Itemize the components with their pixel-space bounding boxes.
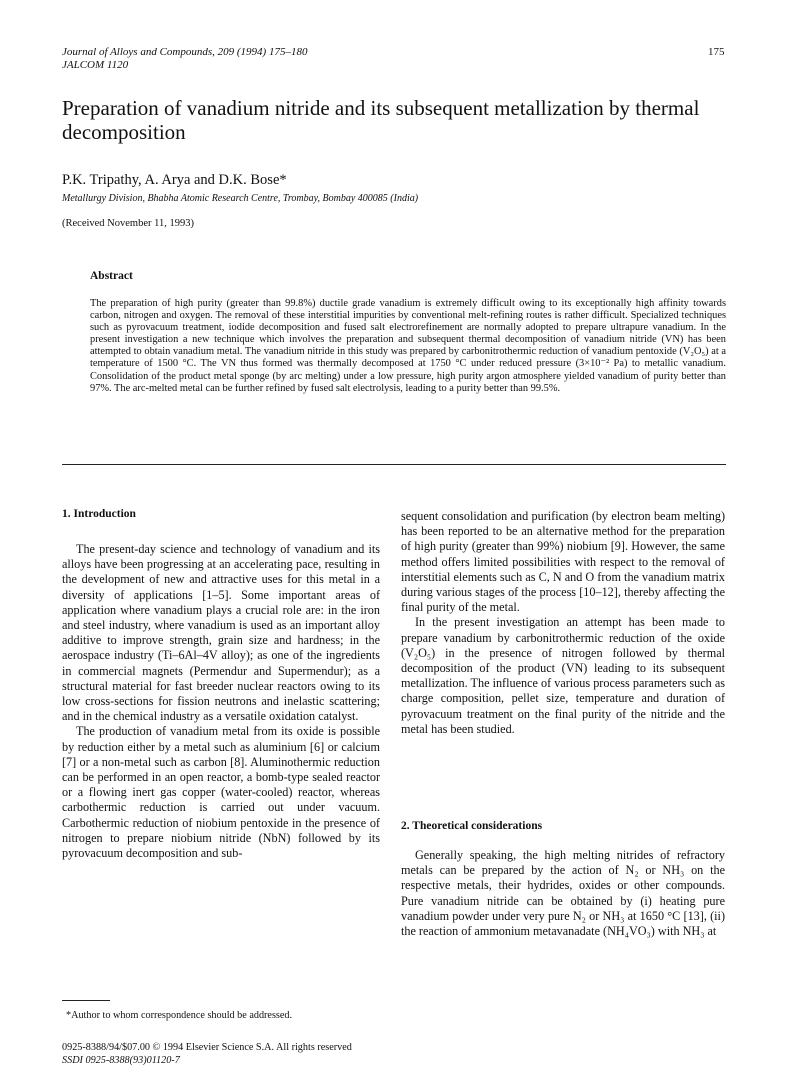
abstract-body: The preparation of high purity (greater than 99.8%) ductile grade vanadium is extremely difficult owing to its exceptionally high affinity towards carbon, nitrogen and oxygen. The removal of these interstitial impurities by conventional melt-refining routes is rather difficult. Specialized techniques such as pyrovacuum treatment, iodide decomposition and fused salt electrorefinement are normally adopted to prepare ultrapure vanadium. In the present investigation a new technique which involves the preparation and subsequent thermal decomposition of vanadium nitride (VN) has been attempted to obtain vanadium metal. The vanadium nitride in this study was prepared by carbonitrothermic reduction of vanadium pentoxide (V₂O₅) at a temperature of 1500 °C. The VN thus formed was thermally decomposed at 1750 °C under reduced pressure (3×10⁻² Pa) to metallic vanadium. Consolidation of the product metal sponge (by arc melting) under a low pressure, high purity argon atmosphere yielded vanadium of purity better than 97%. The arc-melted metal can be further refined by fused salt electrolysis, leading to a purity better than 99.5%. (90, 298, 726, 394)
section-heading-theory: 2. Theoretical considerations (401, 820, 543, 832)
journal-line-2: JALCOM 1120 (62, 59, 129, 71)
footnote: *Author to whom correspondence should be addressed. (66, 1010, 293, 1021)
affiliation: Metallurgy Division, Bhabha Atomic Research Centre, Trombay, Bombay 400085 (India) (62, 193, 419, 204)
page-number: 175 (708, 46, 725, 58)
intro-paragraph-4: In the present investigation an attempt has been made to prepare vanadium by carbonitrothermic reduction of the oxide (V₂O₅) in the presence of nitrogen followed by thermal decomposition of the product (VN) leading to its subsequent metallization. The influence of various process parameters such as charge composition, pellet size, temperature and duration of pyrovacuum treatment on the final purity of the nitride and the metal has been studied. (401, 615, 725, 736)
paper-title: Preparation of vanadium nitride and its subsequent metallization by thermal decomposition (62, 96, 700, 144)
journal-citation (62, 46, 307, 72)
footnote-rule (62, 1000, 110, 1001)
left-column (62, 542, 380, 861)
received-date: (Received November 11, 1993) (62, 218, 194, 229)
intro-paragraph-2: The production of vanadium metal from its oxide is possible by reduction either by a metal such as aluminium [6] or calcium [7] or a non-metal such as carbon [8]. Aluminothermic reduction can be performed in an open reactor, a bomb-type sealed reactor or a flowing inert gas copper (water-cooled) reactor, whereas carbothermic reduction is carried out under vacuum. Carbothermic reduction of niobium pentoxide in the presence of nitrogen to prepare niobium nitride (NbN) followed by its pyrovacuum decomposition and sub- (62, 724, 380, 861)
right-column (401, 509, 725, 737)
authors: P.K. Tripathy, A. Arya and D.K. Bose* (62, 172, 287, 188)
copyright-block (62, 1042, 352, 1067)
abstract-heading: Abstract (90, 270, 133, 282)
copyright-line: 0925-8388/94/$07.00 © 1994 Elsevier Science S.A. All rights reserved (62, 1042, 352, 1053)
ssdi-line: SSDI 0925-8388(93)01120-7 (62, 1054, 180, 1066)
theory-column (401, 848, 725, 939)
journal-line-1: Journal of Alloys and Compounds, 209 (1994) 175–180 (62, 46, 308, 58)
abstract-divider (62, 464, 726, 465)
intro-paragraph-1: The present-day science and technology of vanadium and its alloys have been progressing at an accelerating pace, resulting in the development of new and attractive uses for this metal in a diversity of applications [1–5]. Some important areas of application where vanadium plays a crucial role are: in the iron and steel industry, where vanadium is used as an important alloy additive to improve strength, grain size and hardness; in the aerospace industry (Ti–6Al–4V alloy); as one of the ingredients in commercial magnets (Permendur and Supermendur); as a structural material for fast breeder nuclear reactors owing to its low cross-sections for fission neutrons and inelastic scattering; and in the chemical industry as a versatile oxidation catalyst. (62, 542, 380, 724)
intro-paragraph-3: sequent consolidation and purification (by electron beam melting) has been reported to be an alternative method for the preparation of high purity (greater than 99%) niobium [9]. However, the same method offers limited possibilities with respect to the removal of interstitial elements such as C, N and O from the vanadium matrix during various stages of the process [10–12], thereby affecting the final purity of the metal. (401, 509, 725, 615)
section-heading-introduction: 1. Introduction (62, 508, 136, 520)
theory-paragraph-1: Generally speaking, the high melting nitrides of refractory metals can be prepared by the action of N₂ or NH₃ on the respective metals, their hydrides, oxides or other compounds. Pure vanadium nitride can be obtained by (i) heating pure vanadium powder under very pure N₂ or NH₃ at 1650 °C [13], (ii) the reaction of ammonium metavanadate (NH₄VO₃) with NH₃ at (401, 848, 725, 939)
